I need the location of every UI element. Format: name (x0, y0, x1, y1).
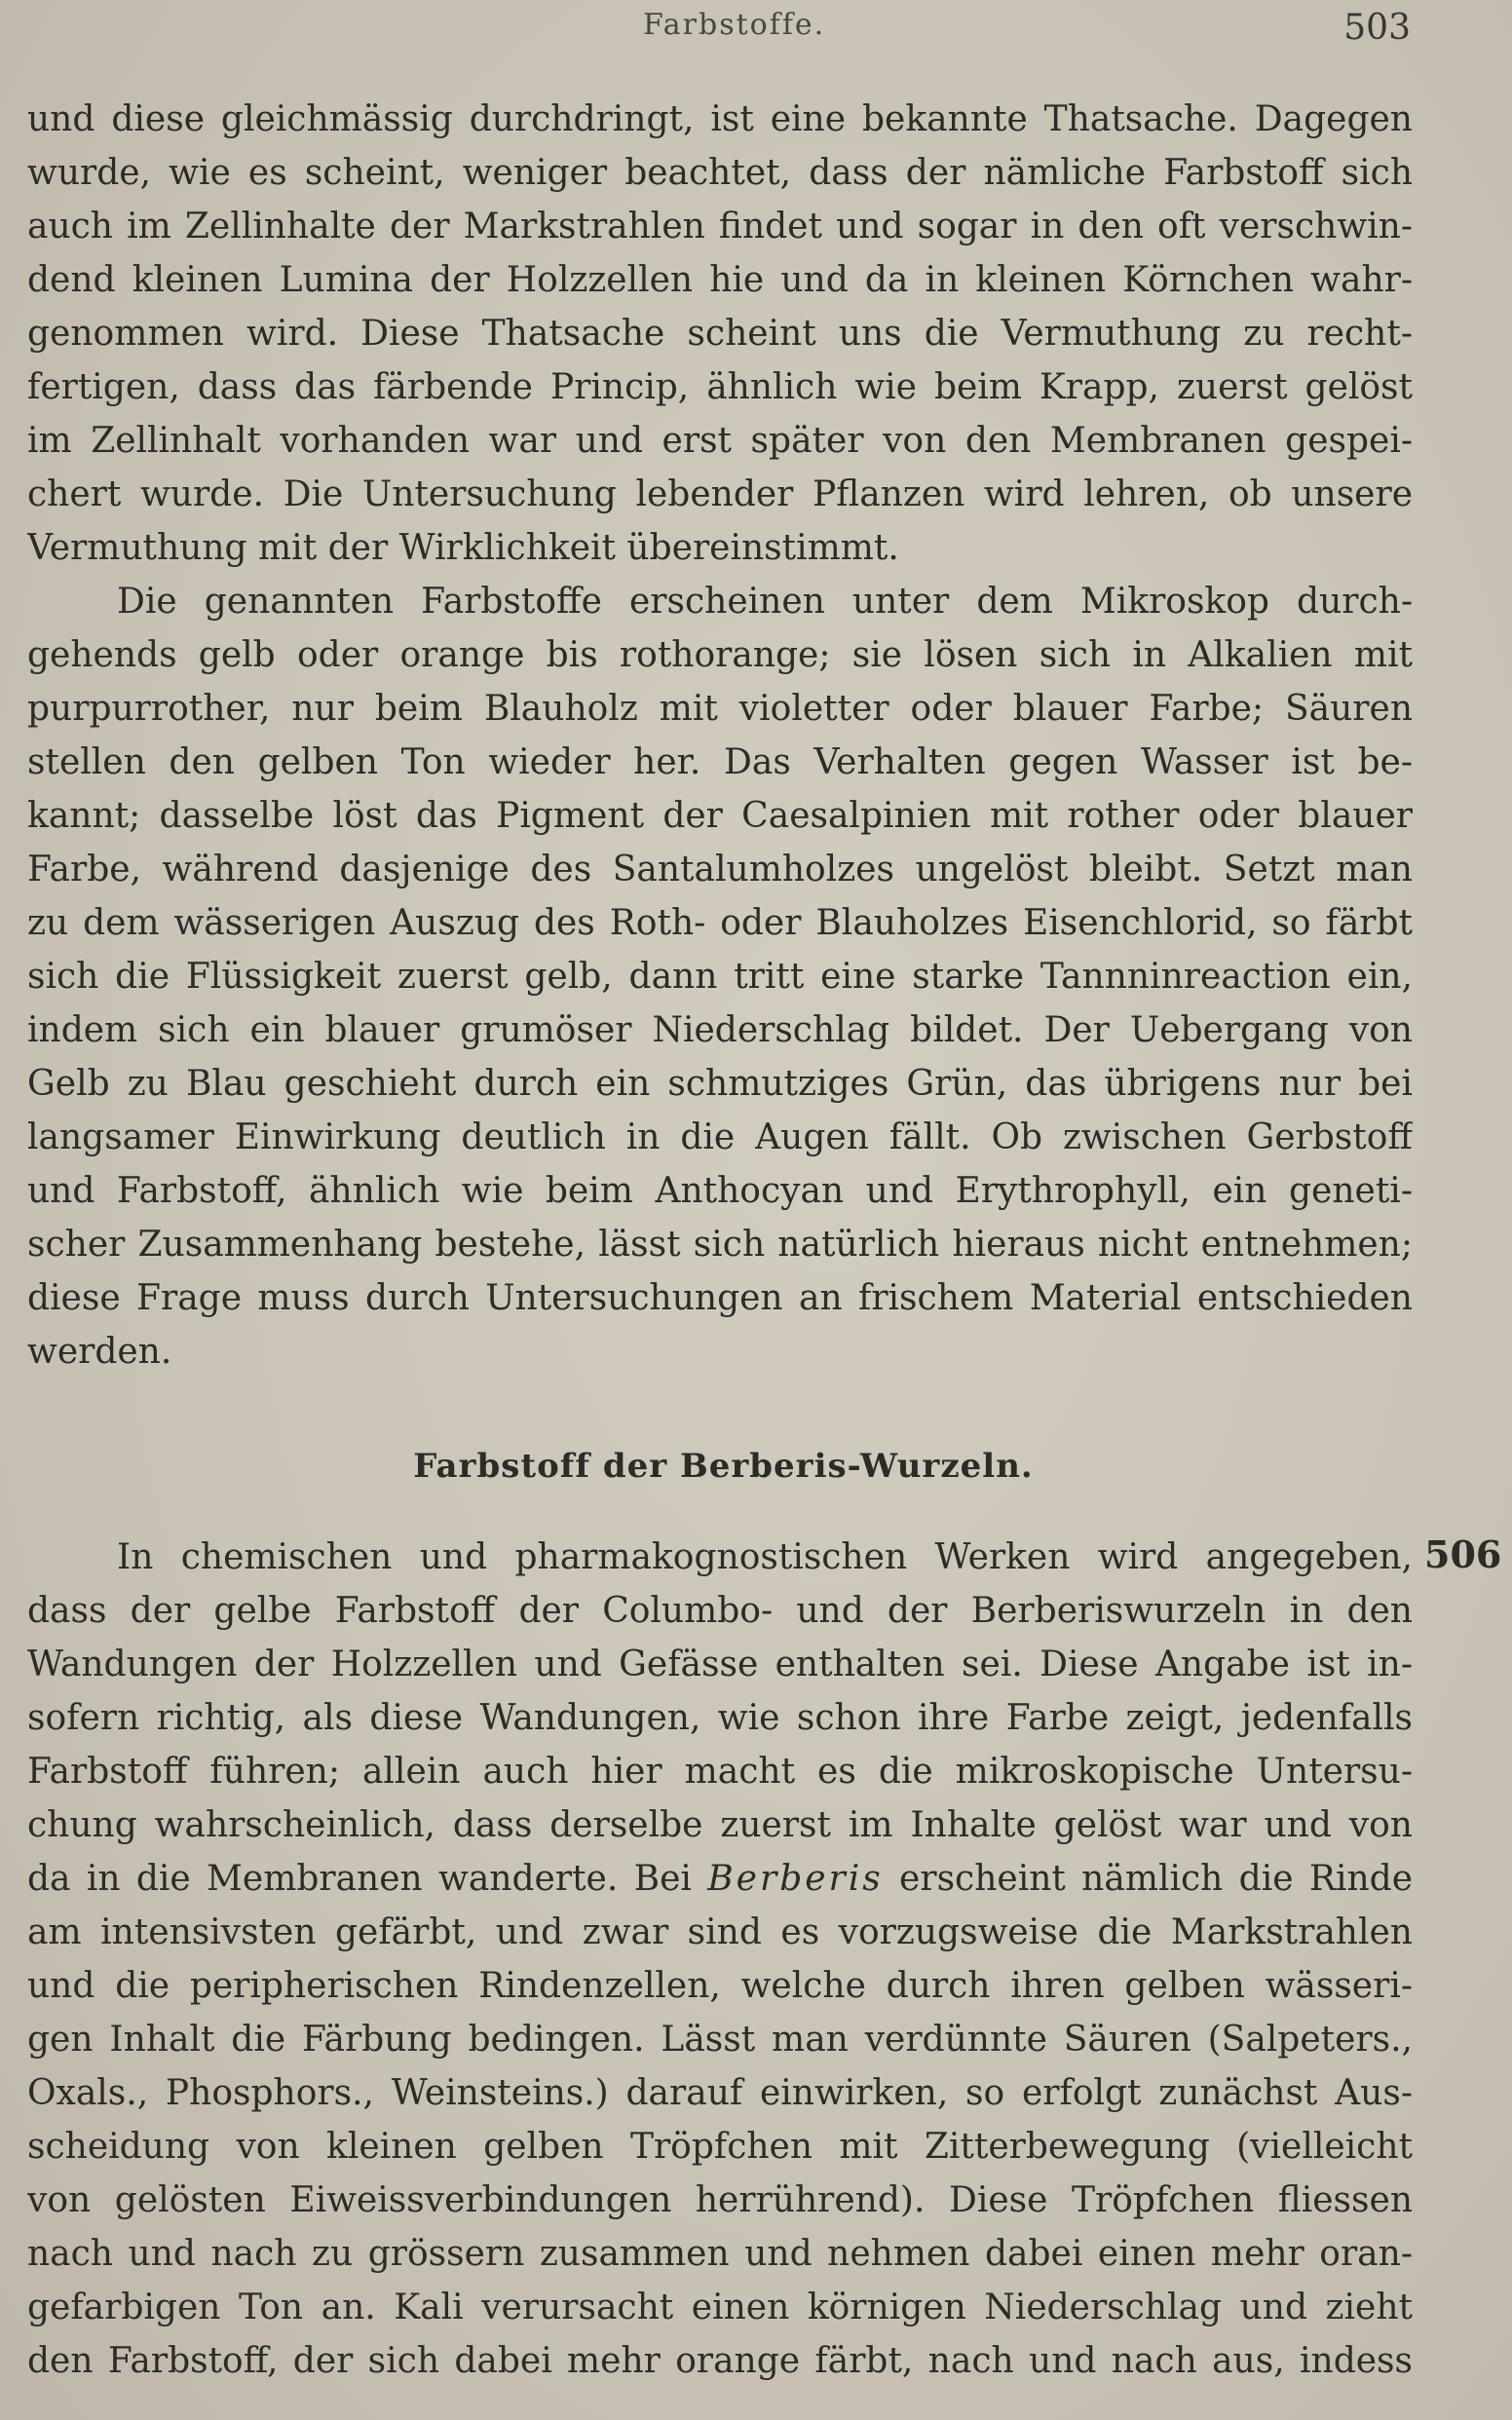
section-paragraph (27, 1531, 1413, 2388)
margin-number: 506 (1424, 1532, 1502, 1576)
text-line: dend kleinen Lumina der Holzzellen hie und da in kleinen Körnchen wahr- (27, 260, 1413, 300)
text-line-with-italic (27, 1852, 1413, 1906)
text-line: dass der gelbe Farbstoff der Columbo- und der Berberiswurzeln in den (27, 1591, 1413, 1631)
text-line: gen Inhalt die Färbung bedingen. Lässt man verdünnte Säuren (Salpeters., (27, 2020, 1413, 2060)
running-title: Farbstoffe. (643, 8, 826, 42)
text-line: Gelb zu Blau geschieht durch ein schmutziges Grün, das übrigens nur bei (27, 1064, 1413, 1104)
text-line: scher Zusammenhang bestehe, lässt sich natürlich hieraus nicht entnehmen; (27, 1225, 1413, 1265)
continued-paragraph (27, 93, 1413, 575)
text-line: sich die Flüssigkeit zuerst gelb, dann tritt eine starke Tannninreaction ein, (27, 957, 1413, 997)
text-line: werden. (27, 1332, 172, 1372)
section-heading: Farbstoff der Berberis-Wurzeln. (413, 1447, 1034, 1486)
text-fragment: erscheint nämlich die Rinde (883, 1859, 1413, 1899)
text-line: genommen wird. Diese Thatsache scheint uns die Vermuthung zu recht- (27, 314, 1413, 354)
text-line: Wandungen der Holzzellen und Gefässe enthalten sei. Diese Angabe ist in- (27, 1645, 1413, 1684)
text-line: auch im Zellinhalte der Markstrahlen findet und sogar in den oft verschwin- (27, 207, 1413, 246)
text-line: Oxals., Phosphors., Weinsteins.) darauf einwirken, so erfolgt zunächst Aus- (27, 2073, 1413, 2113)
text-line: Die genannten Farbstoffe erscheinen unter dem Mikroskop durch- (117, 582, 1413, 622)
emphasized-genus-name: Berberis (707, 1859, 884, 1899)
text-line: fertigen, dass das färbende Princip, ähnlich wie beim Krapp, zuerst gelöst (27, 367, 1413, 407)
page-number: 503 (1343, 8, 1411, 48)
text-line: diese Frage muss durch Untersuchungen an frischem Material entschieden (27, 1278, 1413, 1318)
text-line: Vermuthung mit der Wirklichkeit übereinstimmt. (27, 528, 899, 568)
text-line: kannt; dasselbe löst das Pigment der Caesalpinien mit rother oder blauer (27, 796, 1413, 836)
text-line: indem sich ein blauer grumöser Niederschlag bildet. Der Uebergang von (27, 1010, 1413, 1050)
text-fragment: da in die Membranen wanderte. Bei (27, 1859, 708, 1899)
text-line: purpurrother, nur beim Blauholz mit violetter oder blauer Farbe; Säuren (27, 689, 1413, 729)
text-line: den Farbstoff, der sich dabei mehr orange färbt, nach und nach aus, indess (27, 2341, 1413, 2381)
text-line: von gelösten Eiweissverbindungen herrührend). Diese Tröpfchen fliessen (27, 2180, 1413, 2220)
text-line: und Farbstoff, ähnlich wie beim Anthocyan und Erythrophyll, ein geneti- (27, 1171, 1413, 1211)
text-line: und diese gleichmässig durchdringt, ist eine bekannte Thatsache. Dagegen (27, 99, 1413, 139)
text-line: chung wahrscheinlich, dass derselbe zuerst im Inhalte gelöst war und von (27, 1805, 1413, 1845)
text-line: Farbe, während dasjenige des Santalumholzes ungelöst bleibt. Setzt man (27, 850, 1413, 889)
text-line: zu dem wässerigen Auszug des Roth- oder Blauholzes Eisenchlorid, so färbt (27, 903, 1413, 943)
text-line: sofern richtig, als diese Wandungen, wie schon ihre Farbe zeigt, jedenfalls (27, 1698, 1413, 1738)
text-line: im Zellinhalt vorhanden war und erst später von den Membranen gespei- (27, 421, 1413, 461)
text-line: und die peripherischen Rindenzellen, welche durch ihren gelben wässeri- (27, 1966, 1413, 2006)
text-line: In chemischen und pharmakognostischen Werken wird angegeben, (117, 1537, 1413, 1577)
second-paragraph (27, 575, 1413, 1379)
text-line: langsamer Einwirkung deutlich in die Augen fällt. Ob zwischen Gerbstoff (27, 1117, 1413, 1157)
text-line: gehends gelb oder orange bis rothorange; sie lösen sich in Alkalien mit (27, 635, 1413, 675)
text-line: scheidung von kleinen gelben Tröpfchen mit Zitterbewegung (vielleicht (27, 2127, 1413, 2167)
text-line: Farbstoff führen; allein auch hier macht es die mikroskopische Untersu- (27, 1752, 1413, 1792)
text-line: stellen den gelben Ton wieder her. Das Verhalten gegen Wasser ist be- (27, 742, 1413, 782)
text-line: gefarbigen Ton an. Kali verursacht einen körnigen Niederschlag und zieht (27, 2288, 1413, 2327)
text-line: chert wurde. Die Untersuchung lebender Pflanzen wird lehren, ob unsere (27, 474, 1413, 514)
text-line: nach und nach zu grössern zusammen und nehmen dabei einen mehr oran- (27, 2234, 1413, 2274)
text-line: am intensivsten gefärbt, und zwar sind es vorzugsweise die Markstrahlen (27, 1912, 1413, 1952)
text-line: wurde, wie es scheint, weniger beachtet, dass der nämliche Farbstoff sich (27, 153, 1413, 193)
